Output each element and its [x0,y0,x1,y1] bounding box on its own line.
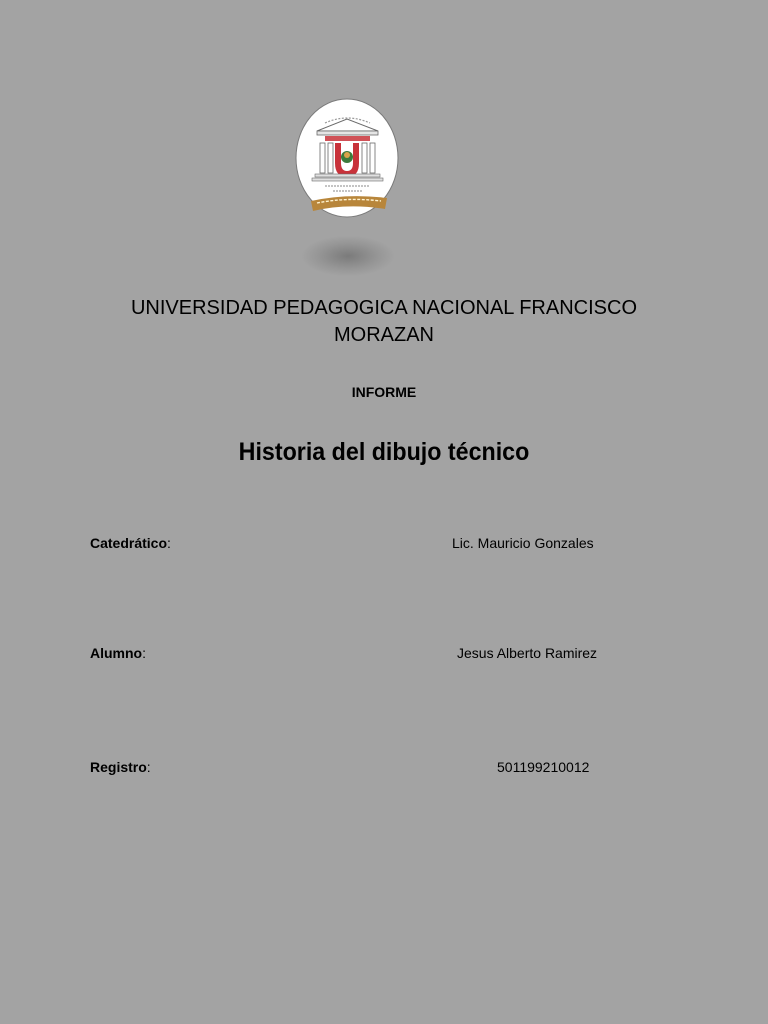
alumno-value: Jesus Alberto Ramirez [457,645,598,661]
registro-label: Registro: [90,759,151,775]
university-name: UNIVERSIDAD PEDAGOGICA NACIONAL FRANCISCO MORAZAN [130,297,637,346]
university-seal-icon [295,97,400,219]
catedratico-label-text: Catedrático [90,535,168,551]
catedratico-value: Lic. Mauricio Gonzales [452,535,594,551]
document-type: INFORME [351,384,417,400]
alumno-label: Alumno: [90,645,146,661]
seal-shadow [302,236,394,276]
catedratico-label: Catedrático: [90,535,171,551]
document-title: Historia del dibujo técnico [238,438,530,466]
alumno-label-text: Alumno [90,645,143,661]
registro-label-text: Registro [90,759,147,775]
registro-value: 501199210012 [497,759,590,775]
